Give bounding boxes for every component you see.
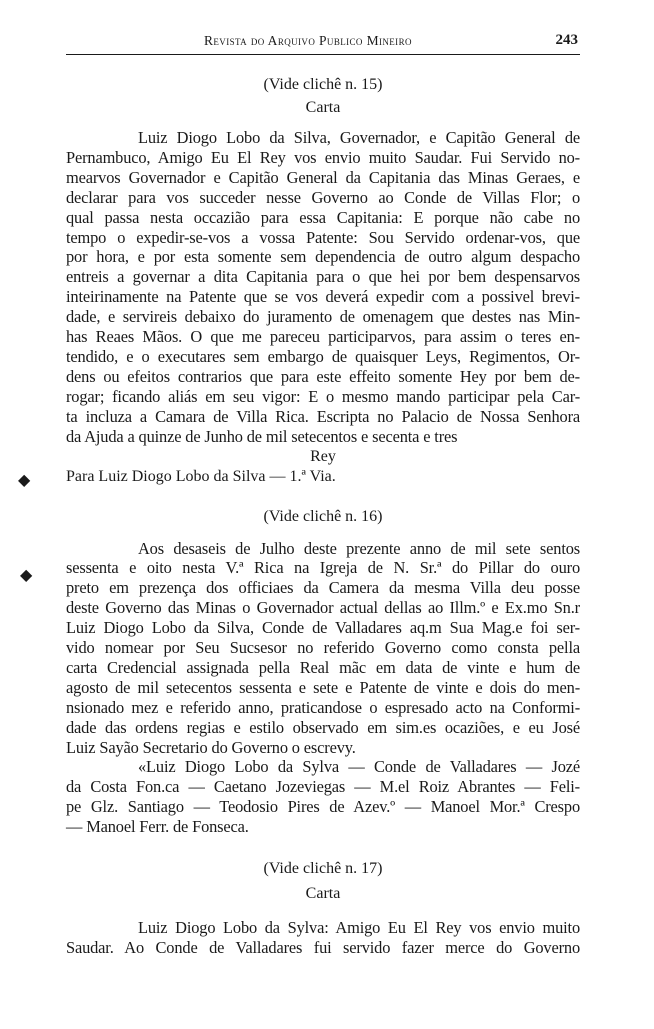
signature-rey: Rey bbox=[310, 447, 336, 465]
text-line: entreis a governar a dita Capitania para o que hei por bem despensarvos bbox=[66, 267, 580, 287]
running-header bbox=[66, 28, 580, 55]
text-line: vido nomear por Seu Sucsesor no referido Governo como consta pella bbox=[66, 638, 580, 658]
signatory-line: — Manoel Ferr. de Fonseca. bbox=[66, 817, 249, 837]
section-clichê-16 bbox=[66, 507, 580, 838]
text-line: Luiz Diogo Lobo da Sylva: Amigo Eu El Rey vos envio muito bbox=[138, 918, 580, 938]
text-line: Aos desaseis de Julho deste prezente anno de mil sete sentos bbox=[138, 538, 580, 558]
section-heading: Carta bbox=[305, 99, 341, 116]
cliche-reference: (Vide clichê n. 17) bbox=[263, 860, 383, 878]
section-heading: Carta bbox=[305, 885, 341, 903]
signatories bbox=[66, 757, 580, 837]
text-line: dade das ordens regias e estilo observado em sim.es ocaziões, e eu José bbox=[66, 717, 580, 737]
text-line: nsionado mez e referido anno, praticandose o espresado acto na Conformi- bbox=[66, 697, 580, 717]
signatory-line: pe Glz. Santiago — Teodosio Pires de Azev.º — Manoel Mor.ª Crespo bbox=[66, 797, 580, 817]
page-number: 243 bbox=[555, 32, 578, 48]
page bbox=[66, 28, 580, 958]
text-line: Luiz Diogo Lobo da Silva, Conde de Valladares aq.m Sua Mag.e foi ser- bbox=[66, 618, 580, 638]
text-line: qual passa nesta occazião para essa Capitania: E porque não cabe no bbox=[66, 207, 580, 227]
text-line: carta Credencial assignada pella Real mãc em data de vinte e hum de bbox=[66, 657, 580, 677]
text-line: preto em prezença dos officiaes da Camera da mesma Villa deu posse bbox=[66, 578, 580, 598]
text-line: Luiz Diogo Lobo da Silva, Governador, e Capitão General de bbox=[138, 128, 580, 147]
cliche-reference: (Vide clichê n. 15) bbox=[263, 76, 383, 93]
text-line: Saudar. Ao Conde de Valladares fui servido fazer merce do Governo bbox=[66, 938, 580, 957]
letter-body bbox=[66, 918, 580, 958]
text-line: Pernambuco, Amigo Eu El Rey vos envio muito Saudar. Fui Servido no- bbox=[66, 147, 580, 167]
text-line: dens ou efeitos contrarios que para este effeito somente Hey por bem de- bbox=[66, 366, 580, 386]
text-line: agosto de mil setecentos sessenta e sete e Patente de vinte e dois do men- bbox=[66, 677, 580, 697]
text-line: deste Governo das Minas o Governador actual dellas ao Illm.º e Ex.mo Sn.r bbox=[66, 598, 580, 618]
text-line: has Reaes Mãos. O que me pareceu participarvos, para assim o teres en- bbox=[66, 327, 580, 347]
address-line: Para Luiz Diogo Lobo da Silva — 1.ª Via. bbox=[66, 467, 336, 485]
signatory-line: «Luiz Diogo Lobo da Sylva — Conde de Valladares — Jozé bbox=[138, 757, 580, 777]
text-line: mearvos Governador e Capitão General da Capitania das Minas Geraes, e bbox=[66, 167, 580, 187]
text-line: declarar para vos succeder nesse Governo ao Conde de Villas Flor; o bbox=[66, 187, 580, 207]
signatory-line: da Costa Fon.ca — Caetano Jozeviegas — M.el Roiz Abrantes — Feli- bbox=[66, 777, 580, 797]
section-clichê-15 bbox=[66, 75, 580, 487]
section-clichê-17 bbox=[66, 859, 580, 958]
text-line: tempo o expedir-se-vos a vossa Patente: Sou Servido ordenar-vos, que bbox=[66, 227, 580, 247]
text-line: ta incluza a Camara de Villa Rica. Escripta no Palacio de Nossa Senhora bbox=[66, 406, 580, 426]
text-line: tendido, e o executares sem embargo de quaisquer Leys, Regimentos, Or- bbox=[66, 346, 580, 366]
text-line: dade, e servireis debaixo do juramento de omenagem que destes nas Min- bbox=[66, 307, 580, 327]
cliche-reference: (Vide clichê n. 16) bbox=[263, 507, 383, 525]
margin-mark: ◆ bbox=[20, 567, 33, 584]
journal-title: Revista do Arquivo Publico Mineiro bbox=[204, 33, 412, 48]
text-line: sessenta e oito nesta V.ª Rica na Igreja de N. Sr.ª do Pillar do ouro bbox=[66, 558, 580, 578]
text-line: rogar; ficando aliás em seu vigor: E o mesmo mando participar pela Car- bbox=[66, 386, 580, 406]
margin-mark: ◆ bbox=[18, 472, 31, 489]
record-body bbox=[66, 539, 580, 758]
text-line: da Ajuda a quinze de Junho de mil setecentos e secenta e tres bbox=[66, 426, 458, 446]
text-line: Luiz Sayão Secretario do Governo o escrevy. bbox=[66, 737, 356, 757]
text-line: por hora, e por esta somente sem dependencia de outro algum despacho bbox=[66, 247, 580, 267]
letter-body bbox=[66, 128, 580, 447]
text-line: inteirinamente na Patente que se vos deverá expedir com a possivel brevi- bbox=[66, 287, 580, 307]
